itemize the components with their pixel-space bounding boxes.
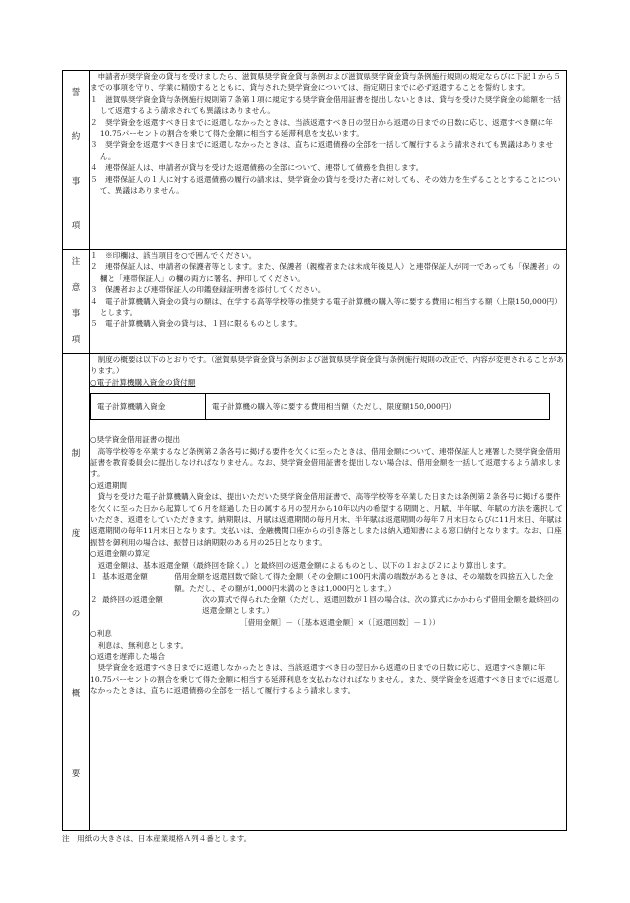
notes-label-char: 注: [71, 257, 81, 268]
calc-text: 返還金額は、基本返還金額（最終回を除く。）と最終回の返還金額によるものとし、以下の１および２により算出します。: [97, 560, 511, 570]
overview-content: [90, 354, 567, 831]
notes-label-char: 項: [71, 334, 81, 345]
late-text: 奨学資金を返還すべき日までに返還しなかったときは、当該返還すべき日の翌日から返還の日までの日数に応じ、返還すべき額に年10.75パーセントの割合を乗じて得た金額に相当する延滞利息を支払わなければなりません。また、奨学資金を返還すべき日までに返還しなかったときは、直ちに返還債務の全部を一括して履行するよう請求します。: [90, 663, 560, 696]
pledge-item: ２ 奨学資金を返還すべき日までに返還しなかったときは、当該返還すべき日の翌日から返還の日までの日数に応じ、返還すべき額に年10.75パーセントの割合を乗じて得た金額に相当する延滞利息を支払います。: [90, 117, 553, 139]
late-heading: ○返還を遅滞した場合: [90, 651, 165, 661]
overview-intro: 制度の概要は以下のとおりです。（滋賀県奨学資金貸与条例および滋賀県奨学資金貸与条例施行規則の改正で、内容が変更されることがあります。）: [90, 355, 564, 376]
overview-label-char: 概: [71, 688, 81, 699]
overview-section: [63, 354, 567, 831]
pledge-item: ３ 奨学資金を返還すべき日までに返還しなかったときは、直ちに返還債務の全部を一括して履行するよう請求されても異議はありません。: [90, 140, 554, 161]
notes-label-char: 意: [71, 283, 81, 294]
basic-amount-definition: [90, 571, 566, 594]
amount-heading: ○電子計算機購入資金の貸付額: [90, 377, 196, 387]
overview-label-cell: [63, 354, 90, 831]
pledge-label-char: 約: [71, 132, 81, 143]
calc-heading: ○返還金額の算定: [90, 549, 150, 559]
overview-label-char: 要: [71, 768, 81, 779]
notes-label-cell: [63, 250, 90, 354]
interest-heading: ○利息: [90, 629, 112, 639]
note-item: ５ 電子計算機購入資金の貸与は、１回に限るものとします。: [90, 319, 303, 329]
basic-amount-desc: 借用金額を返還回数で除して得た金額（その金額に100円未満の端数があるときは、その端数を四捨五入した金額。ただし、その額が1,000円未満のときは1,000円とします。）: [174, 572, 554, 593]
pledge-label-cell: [63, 71, 90, 250]
cert-heading: ○奨学資金借用証書の提出: [90, 435, 181, 445]
pledge-label-char: 項: [71, 221, 81, 232]
form-page: [62, 70, 567, 844]
period-text: 貸与を受けた電子計算機購入資金は、提出いただいた奨学資金借用証書で、高等学校等を卒業した日または条例第２条各号に掲げる要件を欠くに至った日から起算して６月を経過した日の属する月の翌月から10年以内の希望する期間と、月賦、半年賦、年賦の方法を選択していただき、返還をしていただきます。納期限は、月賦は返還期間の毎月月末、半年賦は返還期間の毎年７月末日ならびに11月末日、年賦は返還期間の毎年11月末日となります。支払いは、金融機関口座からの引き落としまたは納入通知書による窓口納付となります。なお、口座振替を御利用の場合は、振替日は納期限のある月の25日となります。: [90, 492, 563, 547]
final-amount-number: ２: [90, 594, 98, 604]
note-item: １ ※印欄は、該当項目を○で囲んでください。: [90, 251, 257, 260]
final-amount-desc: 次の算式で得られた金額（ただし、返還回数が１回の場合は、次の算式にかかわらず借用金額を最終回の返還金額とします。）: [202, 594, 560, 616]
notes-label-char: 事: [71, 308, 81, 319]
notes-section: [63, 250, 567, 354]
interest-text: 利息は、無利息とします。: [97, 640, 189, 650]
pledge-intro: 申請者が奨学資金の貸与を受けましたら、滋賀県奨学資金貸与条例および滋賀県奨学資金貸与条例施行規則の規定ならびに下記１から５までの事項を守り、学業に精励するとともに、貸与された奨学資金については、指定期日までに必ず返還することを誓約します。: [90, 72, 561, 93]
pledge-section: [63, 71, 567, 250]
pledge-label-char: 事: [71, 176, 81, 187]
overview-label-char: の: [71, 608, 81, 619]
final-amount-definition: [90, 594, 566, 617]
pledge-item: １ 滋賀県奨学資金貸与条例施行規則第７条第１項に規定する奨学資金借用証書を提出しないときは、貸与を受けた奨学資金の総額を一括して返還するよう請求されても異議はありません。: [90, 94, 561, 116]
note-item: ４ 電子計算機購入資金の貸与の額は、在学する高等学校等の推奨する電子計算機の購入等に要する費用に相当する額（上限150,000円）とします。: [90, 296, 562, 318]
amount-table: [90, 393, 550, 420]
note-item: ３ 保護者および連帯保証人の印鑑登録証明書を添付してください。: [90, 285, 326, 295]
amount-key: 電子計算機購入資金: [91, 394, 206, 420]
final-amount-formula: ［借用金額］－（［基本返還金額］×（［返還回数］－１））: [240, 617, 440, 627]
form-table: [62, 70, 567, 831]
overview-label-char: 度: [71, 528, 81, 539]
pledge-item: ５ 連帯保証人の１人に対する返還債務の履行の請求は、奨学資金の貸与を受けた者に対しても、その効力を生ずることとすることについて、異議はありません。: [90, 174, 561, 196]
note-item: ２ 連帯保証人は、申請者の保護者等とします。また、保護者（親権者または未成年後見人）と連帯保証人が同一であっても「保護者」の欄と「連帯保証人」の欄の両方に署名、押印してください。: [90, 262, 561, 283]
pledge-label-char: 誓: [71, 87, 81, 98]
basic-amount-number: １: [90, 572, 98, 582]
overview-label-char: 制: [71, 448, 81, 459]
pledge-content: [90, 71, 567, 250]
pledge-item: ４ 連帯保証人は、申請者が貸与を受けた返還債務の全部について、連帯して債務を負担します。: [90, 163, 424, 173]
cert-text: 高等学校等を卒業するなど条例第２条各号に掲げる要件を欠くに至ったときは、借用金額について、連帯保証人と連署した奨学資金借用証書を教育委員会に提出しなければなりません。なお、奨学資金借用証書を提出しない場合は、借用金額を一括して返還するよう請求します。: [90, 446, 562, 479]
period-heading: ○返還期間: [90, 480, 128, 490]
amount-value: 電子計算機の購入等に要する費用相当額（ただし、限度額150,000円）: [206, 394, 550, 420]
amount-row: [91, 394, 550, 420]
notes-content: [90, 250, 567, 354]
footnote: 注 用紙の大きさは、日本産業規格Ａ列４番とします。: [62, 834, 252, 843]
basic-amount-term: 基本返還金額: [102, 572, 148, 582]
final-amount-term: 最終回の返還金額: [102, 594, 163, 604]
